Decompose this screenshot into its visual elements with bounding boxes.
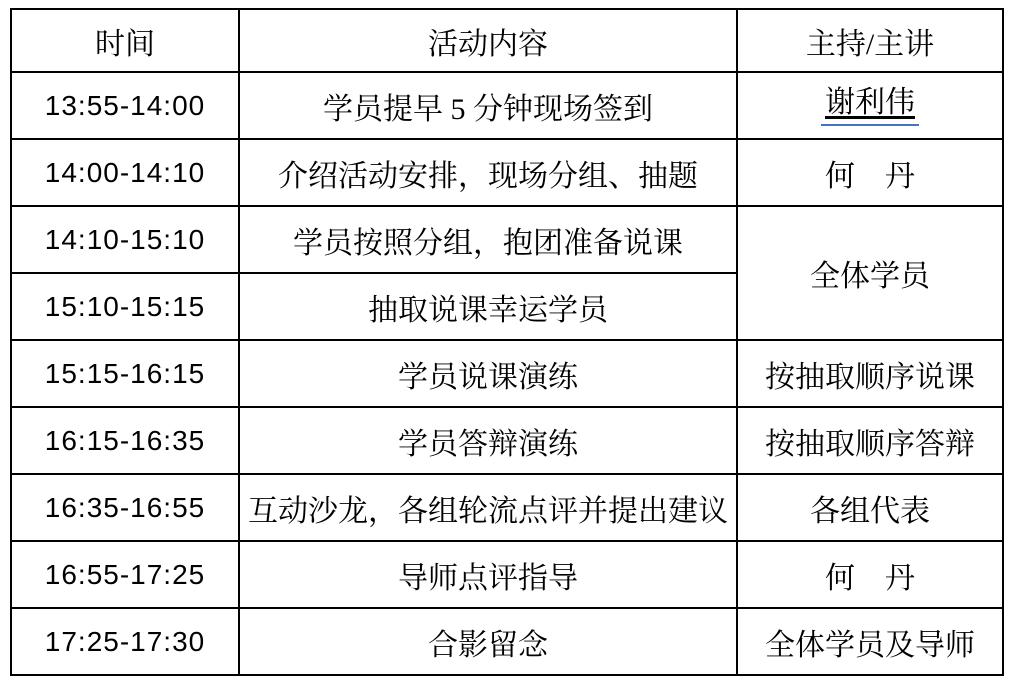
table-row <box>11 474 1003 541</box>
host-cell: 各组代表 <box>737 474 1003 541</box>
time-cell: 15:10-15:15 <box>11 273 239 340</box>
host-cell: 按抽取顺序说课 <box>737 340 1003 407</box>
table-row <box>11 407 1003 474</box>
time-cell: 17:25-17:30 <box>11 608 239 675</box>
table-row <box>11 139 1003 206</box>
table-row <box>11 340 1003 407</box>
time-cell: 13:55-14:00 <box>11 72 239 139</box>
activity-cell: 介绍活动安排，现场分组、抽题 <box>239 139 737 206</box>
table-row <box>11 72 1003 139</box>
activity-cell: 学员按照分组，抱团准备说课 <box>239 206 737 273</box>
table-row <box>11 206 1003 273</box>
schedule-table <box>10 8 1004 676</box>
header-host: 主持/主讲 <box>737 9 1003 72</box>
activity-cell: 学员答辩演练 <box>239 407 737 474</box>
host-cell <box>737 72 1003 139</box>
host-cell: 何 丹 <box>737 541 1003 608</box>
activity-cell: 学员说课演练 <box>239 340 737 407</box>
header-activity: 活动内容 <box>239 9 737 72</box>
activity-cell: 抽取说课幸运学员 <box>239 273 737 340</box>
time-cell: 16:55-17:25 <box>11 541 239 608</box>
host-cell-merged: 全体学员 <box>737 206 1003 340</box>
time-cell: 16:15-16:35 <box>11 407 239 474</box>
activity-cell: 合影留念 <box>239 608 737 675</box>
table-row <box>11 541 1003 608</box>
host-cell: 按抽取顺序答辩 <box>737 407 1003 474</box>
activity-cell: 导师点评指导 <box>239 541 737 608</box>
activity-cell: 学员提早 5 分钟现场签到 <box>239 72 737 139</box>
table-row <box>11 608 1003 675</box>
header-time: 时间 <box>11 9 239 72</box>
time-cell: 15:15-16:15 <box>11 340 239 407</box>
host-cell: 何 丹 <box>737 139 1003 206</box>
activity-cell: 互动沙龙，各组轮流点评并提出建议 <box>239 474 737 541</box>
time-cell: 16:35-16:55 <box>11 474 239 541</box>
time-cell: 14:00-14:10 <box>11 139 239 206</box>
header-row <box>11 9 1003 72</box>
underlined-host-name: 谢利伟 <box>821 86 919 126</box>
time-cell: 14:10-15:10 <box>11 206 239 273</box>
host-cell: 全体学员及导师 <box>737 608 1003 675</box>
